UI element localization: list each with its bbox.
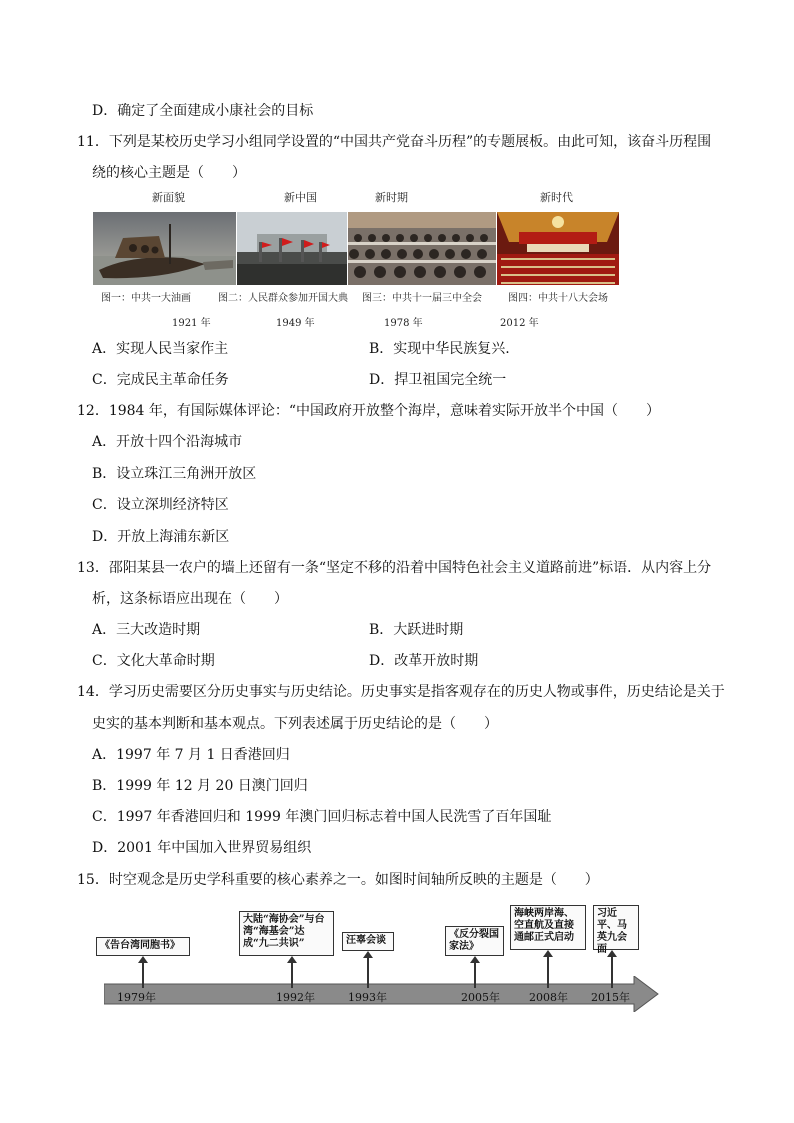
event-1992-box: 大陆“海协会”与台湾“海基会”达成“九二共识”	[239, 911, 334, 956]
event-1993-box: 汪辜会谈	[342, 932, 394, 951]
event-2015-arrow	[611, 956, 613, 988]
q13-option-c: C．文化大革命时期	[92, 653, 215, 669]
q11-stem-line2: 绕的核心主题是（ ）	[92, 165, 246, 181]
year-1979: 1979年	[117, 991, 156, 1004]
eighteenth-congress-hall-photo	[497, 212, 619, 285]
third-plenary-session-photo	[348, 212, 496, 285]
panel4-title: 新时代	[540, 191, 573, 204]
year-2005: 2005年	[461, 991, 500, 1004]
q13-option-b: B．大跃进时期	[369, 622, 464, 638]
q14-option-c: C．1997 年香港回归和 1999 年澳门回归标志着中国人民洗雪了百年国耻	[92, 809, 552, 825]
year-1992: 1992年	[276, 991, 315, 1004]
q14-stem-line2: 史实的基本判断和基本观点。下列表述属于历史结论的是（ ）	[92, 716, 498, 732]
panel3-title: 新时期	[375, 191, 408, 204]
panel1-caption: 图一：中共一大油画	[101, 293, 191, 304]
q12-option-d: D．开放上海浦东新区	[92, 529, 230, 545]
year-2015: 2015年	[591, 991, 630, 1004]
event-2005-box: 《反分裂国家法》	[445, 926, 504, 956]
year-2008: 2008年	[529, 991, 568, 1004]
founding-ceremony-photo	[237, 212, 347, 285]
q11-option-b: B．实现中华民族复兴.	[369, 341, 510, 357]
q12-option-b: B．设立珠江三角洲开放区	[92, 466, 257, 482]
q11-option-a: A．实现人民当家作主	[92, 341, 229, 357]
q13-option-d: D．改革开放时期	[369, 653, 479, 669]
q13-option-a: A．三大改造时期	[92, 622, 201, 638]
panel1-title: 新面貌	[152, 191, 185, 204]
q11-stem-line1: 11．下列是某校历史学习小组同学设置的“中国共产党奋斗历程”的专题展板。由此可知，该奋斗历程围	[77, 134, 712, 150]
q12-option-a: A．开放十四个沿海城市	[92, 434, 243, 450]
q12-option-c: C．设立深圳经济特区	[92, 497, 229, 513]
year-1993: 1993年	[348, 991, 387, 1004]
event-2015-box: 习近平、马英九会面	[593, 905, 639, 950]
panel3-year: 1978 年	[384, 318, 423, 329]
panel2-caption: 图二：人民群众参加开国大典	[218, 293, 348, 304]
event-1992-arrow	[291, 962, 293, 988]
q13-stem-line1: 13．邵阳某县一农户的墙上还留有一条“坚定不移的沿着中国特色社会主义道路前进”标语．从内容上分	[77, 560, 712, 576]
q14-option-b: B．1999 年 12 月 20 日澳门回归	[92, 778, 308, 794]
q15-stem: 15．时空观念是历史学科重要的核心素养之一。如图时间轴所反映的主题是（ ）	[77, 872, 599, 888]
panel4-year: 2012 年	[500, 318, 539, 329]
event-2005-arrow	[474, 962, 476, 988]
panel2-title: 新中国	[284, 191, 317, 204]
panel2-year: 1949 年	[276, 318, 315, 329]
event-1979-box: 《告台湾同胞书》	[96, 937, 190, 956]
first-congress-painting	[93, 212, 236, 285]
panel3-caption: 图三：中共十一届三中全会	[362, 293, 482, 304]
q13-stem-line2: 析，这条标语应出现在（ ）	[92, 591, 288, 607]
event-1979-arrow	[142, 962, 144, 988]
q14-option-a: A．1997 年 7 月 1 日香港回归	[92, 747, 290, 763]
q10-option-d: D．确定了全面建成小康社会的目标	[92, 103, 314, 119]
q11-option-d: D．捍卫祖国完全统一	[369, 372, 507, 388]
panel1-year: 1921 年	[172, 318, 211, 329]
q11-option-c: C．完成民主革命任务	[92, 372, 229, 388]
event-1993-arrow	[367, 957, 369, 988]
event-2008-arrow	[547, 956, 549, 988]
q14-stem-line1: 14．学习历史需要区分历史事实与历史结论。历史事实是指客观存在的历史人物或事件，历史结论是关于	[77, 684, 725, 700]
q12-stem: 12．1984 年，有国际媒体评论：“中国政府开放整个海岸，意味着实际开放半个中国（ ）	[77, 403, 661, 419]
event-2008-box: 海峡两岸海、空直航及直接通邮正式启动	[510, 905, 586, 950]
panel4-caption: 图四：中共十八大会场	[508, 293, 608, 304]
q14-option-d: D．2001 年中国加入世界贸易组织	[92, 840, 312, 856]
